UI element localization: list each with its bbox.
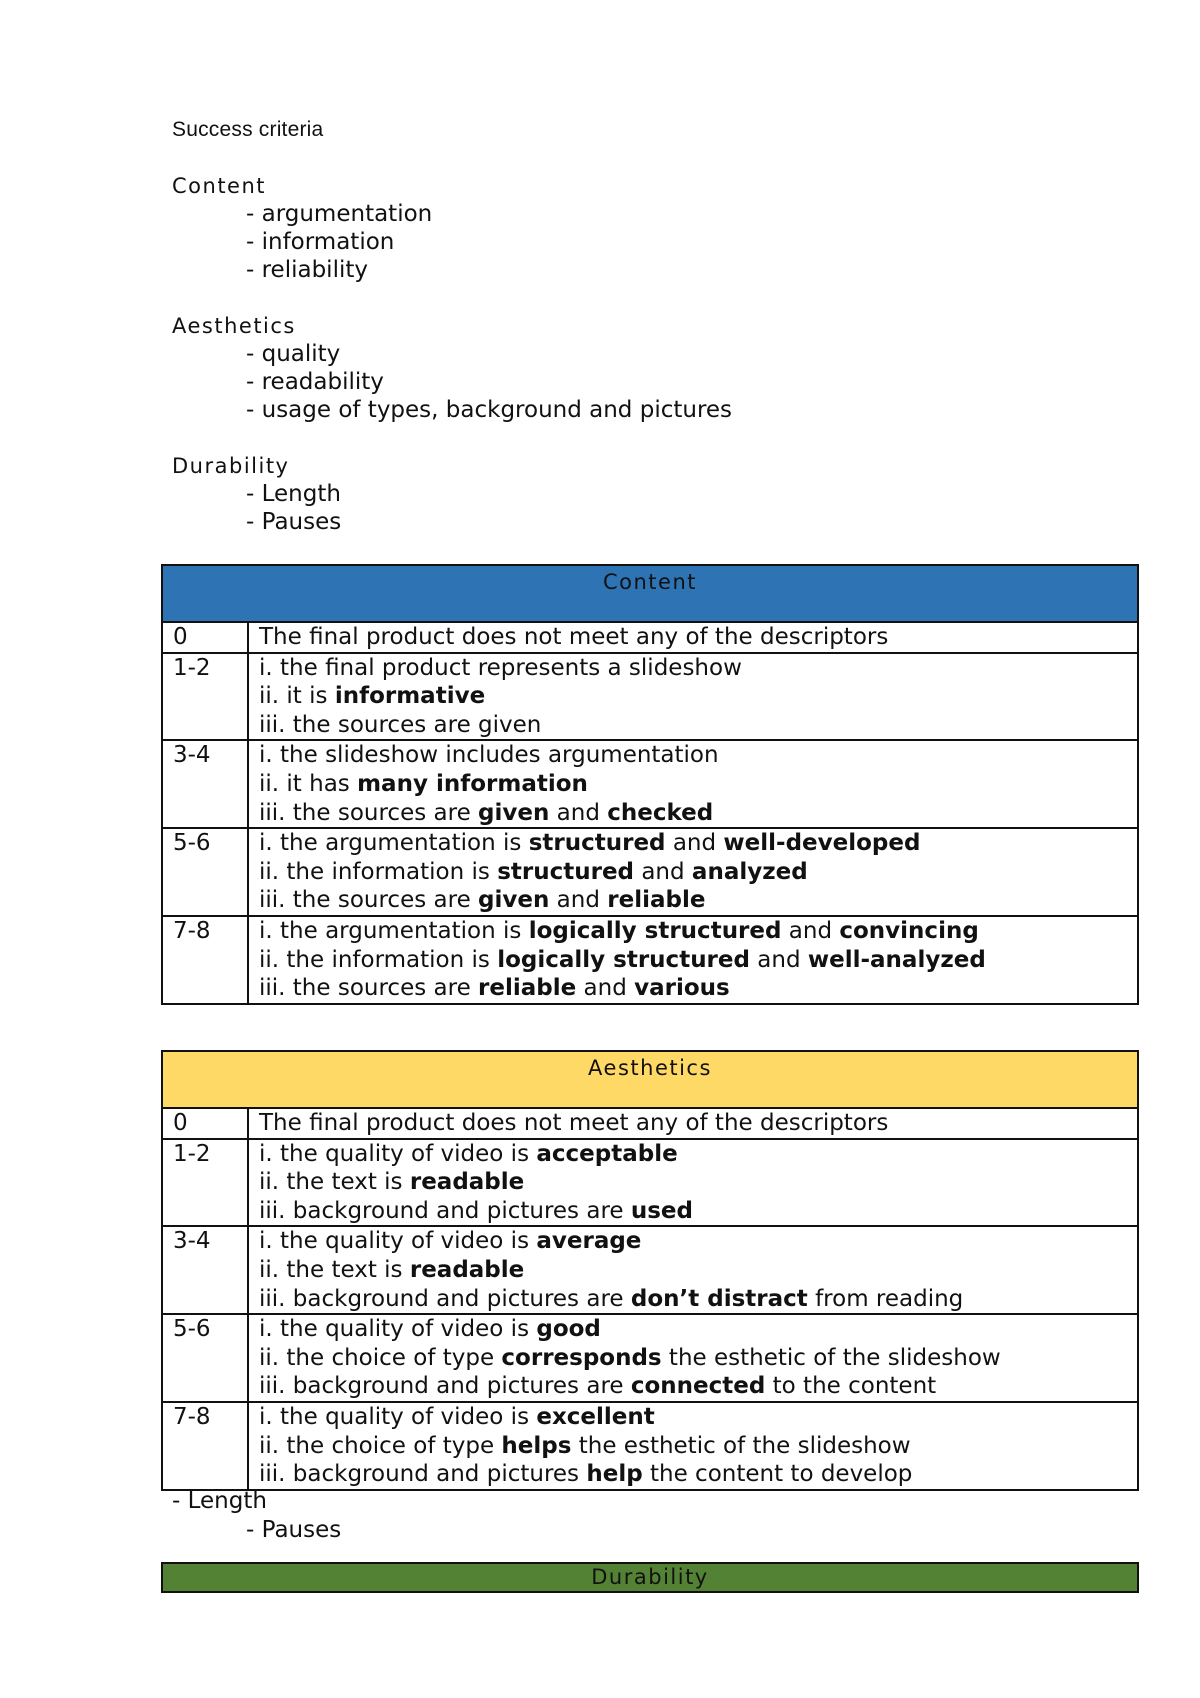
descriptor-line: ii. it is informative [259, 683, 486, 710]
table-header: Content [162, 565, 1138, 622]
descriptor-cell [248, 916, 1138, 1004]
descriptor-line: ii. it has many information [259, 770, 588, 797]
score-cell: 7-8 [162, 916, 248, 1004]
score-cell: 0 [162, 622, 248, 653]
table-row [162, 1226, 1138, 1314]
descriptor-line: The final product does not meet any of the descriptors [259, 1110, 889, 1136]
descriptor-line: i. the quality of video is average [259, 1228, 642, 1255]
trailing-item-length: - Length [172, 1488, 267, 1514]
table-row [162, 653, 1138, 741]
criteria-heading: Aesthetics [172, 314, 296, 338]
criteria-group-aesthetics [172, 312, 732, 424]
descriptor-cell [248, 828, 1138, 916]
descriptor-line: iii. the sources are given and reliable [259, 887, 706, 914]
descriptor-cell [248, 1402, 1138, 1490]
criteria-item: - quality [246, 341, 341, 367]
descriptor-cell [248, 740, 1138, 828]
score-cell: 5-6 [162, 828, 248, 916]
criteria-item: - argumentation [246, 201, 433, 227]
descriptor-line: ii. the information is structured and analyzed [259, 858, 808, 885]
trailing-item-pauses: - Pauses [246, 1517, 342, 1543]
table-row [162, 740, 1138, 828]
table-row [162, 622, 1138, 653]
table-row [162, 916, 1138, 1004]
descriptor-line: The final product does not meet any of the descriptors [259, 624, 889, 650]
criteria-item: - reliability [246, 257, 368, 283]
descriptor-cell [248, 1108, 1138, 1139]
criteria-group-content [172, 172, 732, 284]
criteria-item: - Length [246, 481, 341, 507]
descriptor-cell [248, 622, 1138, 653]
table-row [162, 828, 1138, 916]
score-cell: 1-2 [162, 1139, 248, 1227]
criteria-heading: Content [172, 174, 267, 198]
trailing-list [172, 1487, 341, 1545]
aesthetics-rubric-table [161, 1050, 1139, 1491]
descriptor-line: i. the quality of video is acceptable [259, 1140, 678, 1167]
criteria-item: - information [246, 229, 395, 255]
score-cell: 0 [162, 1108, 248, 1139]
descriptor-line: iii. background and pictures help the content to develop [259, 1461, 913, 1488]
descriptor-line: ii. the information is logically structured and well-analyzed [259, 946, 986, 973]
criteria-item: - readability [246, 369, 384, 395]
descriptor-line: i. the argumentation is logically structured and convincing [259, 917, 979, 944]
table-row [162, 1139, 1138, 1227]
descriptor-cell [248, 653, 1138, 741]
descriptor-line: i. the slideshow includes argumentation [259, 742, 719, 769]
descriptor-line: ii. the text is readable [259, 1169, 525, 1196]
criteria-group-durability [172, 452, 732, 536]
descriptor-cell [248, 1139, 1138, 1227]
score-cell: 7-8 [162, 1402, 248, 1490]
durability-header: Durability [161, 1562, 1139, 1593]
descriptor-line: iii. background and pictures are connected to the content [259, 1373, 937, 1400]
table-header: Aesthetics [162, 1051, 1138, 1108]
score-cell: 5-6 [162, 1314, 248, 1402]
score-cell: 3-4 [162, 740, 248, 828]
criteria-item: - Pauses [246, 509, 342, 535]
document-title: Success criteria [172, 118, 324, 141]
descriptor-cell [248, 1226, 1138, 1314]
descriptor-line: i. the argumentation is structured and well-developed [259, 830, 921, 857]
descriptor-line: iii. the sources are reliable and various [259, 975, 730, 1002]
descriptor-line: i. the quality of video is good [259, 1316, 601, 1343]
descriptor-line: ii. the text is readable [259, 1256, 525, 1283]
descriptor-line: iii. background and pictures are don’t distract from reading [259, 1285, 964, 1312]
descriptor-line: i. the final product represents a slideshow [259, 654, 742, 681]
descriptor-line: iii. the sources are given [259, 711, 542, 738]
descriptor-line: iii. the sources are given and checked [259, 799, 714, 826]
score-cell: 3-4 [162, 1226, 248, 1314]
criteria-list [172, 172, 732, 564]
descriptor-line: ii. the choice of type corresponds the esthetic of the slideshow [259, 1344, 1001, 1371]
table-row [162, 1108, 1138, 1139]
descriptor-line: iii. background and pictures are used [259, 1197, 693, 1224]
table-row [162, 1402, 1138, 1490]
descriptor-line: i. the quality of video is excellent [259, 1403, 655, 1430]
descriptor-line: ii. the choice of type helps the esthetic of the slideshow [259, 1432, 911, 1459]
content-rubric-table [161, 564, 1139, 1005]
descriptor-cell [248, 1314, 1138, 1402]
criteria-item: - usage of types, background and pictures [246, 397, 733, 423]
table-row [162, 1314, 1138, 1402]
criteria-heading: Durability [172, 454, 290, 478]
score-cell: 1-2 [162, 653, 248, 741]
